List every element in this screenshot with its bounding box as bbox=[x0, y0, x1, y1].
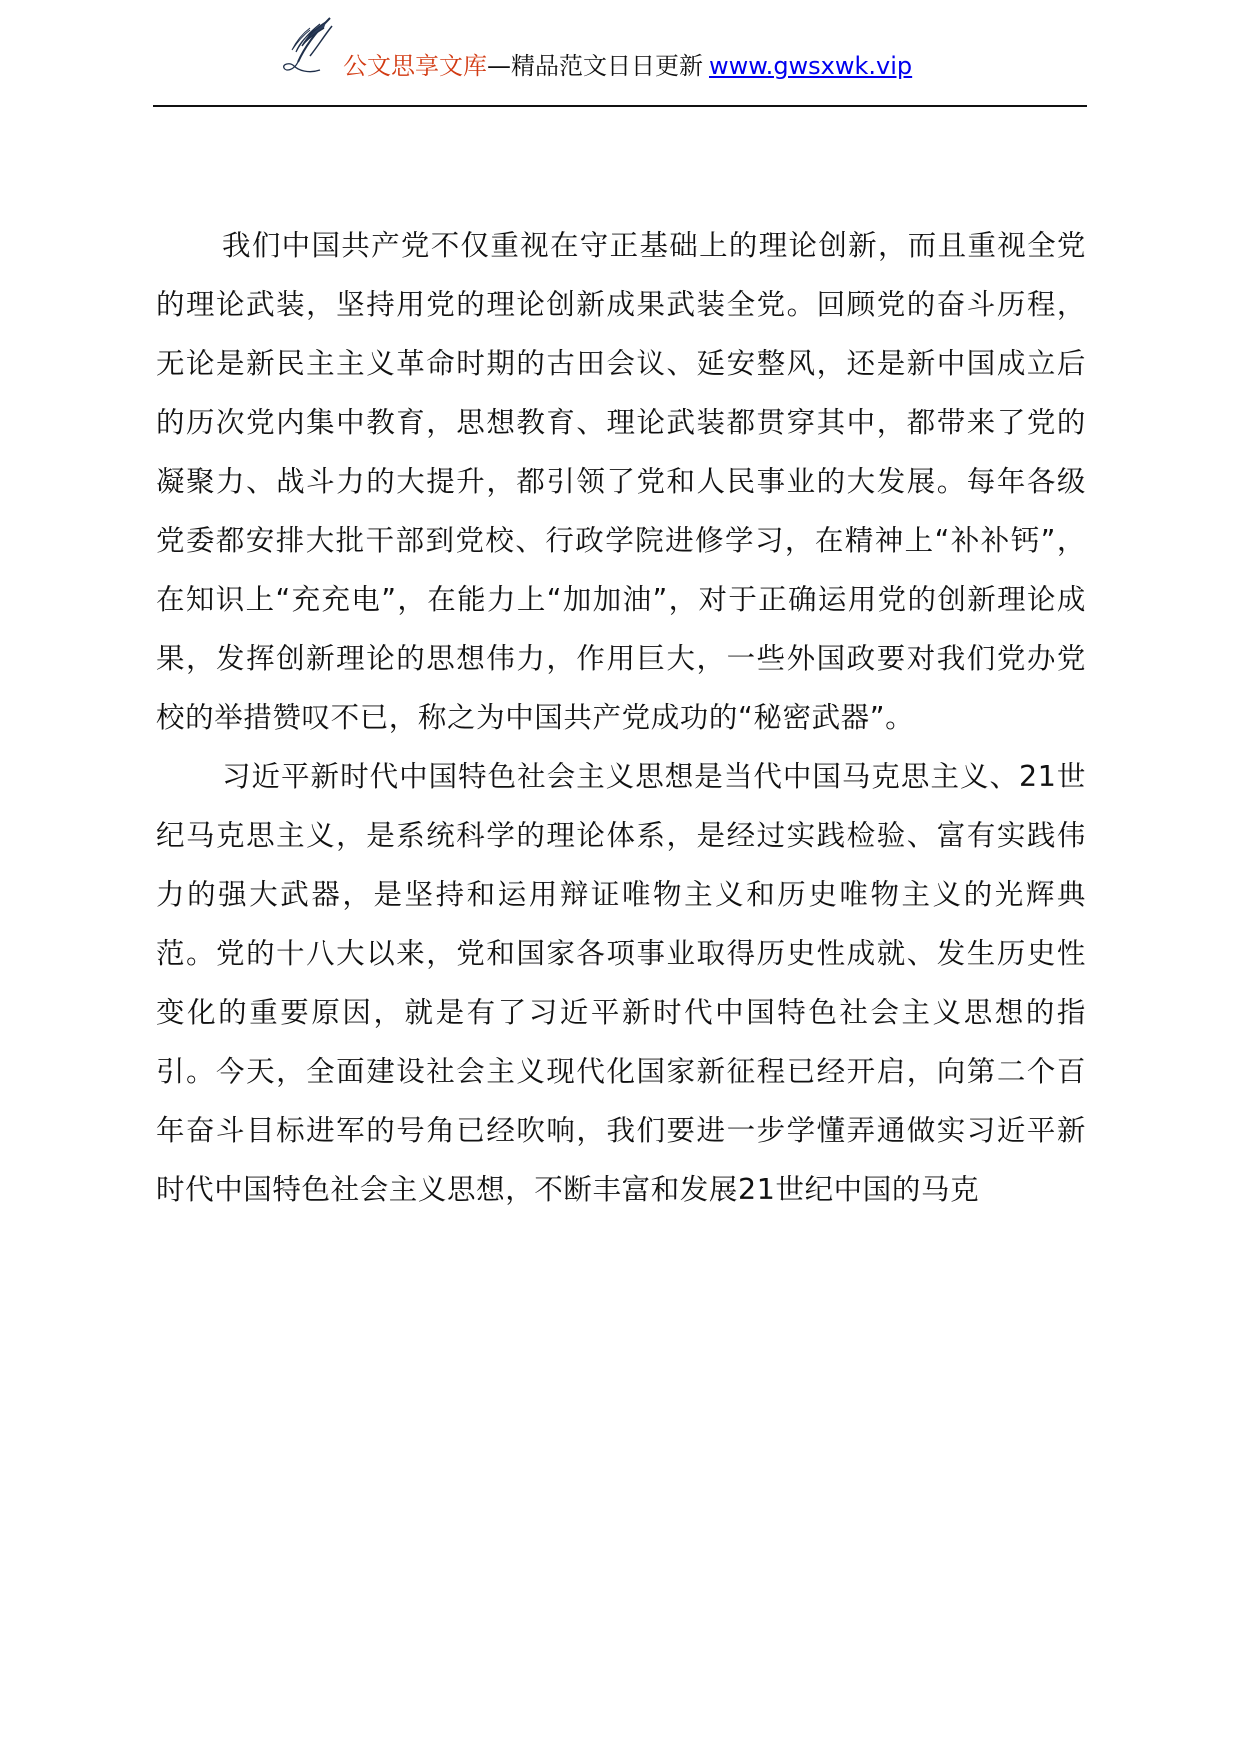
brand-name: 公文思享文库 bbox=[343, 52, 487, 80]
document-body bbox=[156, 216, 1086, 1219]
paragraph: 习近平新时代中国特色社会主义思想是当代中国马克思主义、21世纪马克思主义，是系统科学的理论体系，是经过实践检验、富有实践伟力的强大武器，是坚持和运用辩证唯物主义和历史唯物主义的光辉典范。党的十八大以来，党和国家各项事业取得历史性成就、发生历史性变化的重要原因，就是有了习近平新时代中国特色社会主义思想的指引。今天，全面建设社会主义现代化国家新征程已经开启，向第二个百年奋斗目标进军的号角已经吹响，我们要进一步学懂弄通做实习近平新时代中国特色社会主义思想，不断丰富和发展21世纪中国的马克 bbox=[156, 760, 1086, 1206]
header-banner bbox=[343, 50, 912, 82]
slogan: —精品范文日日更新 bbox=[487, 52, 703, 80]
page-header bbox=[0, 0, 1240, 108]
site-link[interactable]: www.gwsxwk.vip bbox=[709, 52, 913, 80]
quill-pen-icon bbox=[280, 16, 338, 80]
header-divider bbox=[153, 105, 1087, 107]
paragraph: 我们中国共产党不仅重视在守正基础上的理论创新，而且重视全党的理论武装，坚持用党的理论创新成果武装全党。回顾党的奋斗历程，无论是新民主主义革命时期的古田会议、延安整风，还是新中国成立后的历次党内集中教育，思想教育、理论武装都贯穿其中，都带来了党的凝聚力、战斗力的大提升，都引领了党和人民事业的大发展。每年各级党委都安排大批干部到党校、行政学院进修学习，在精神上“补补钙”，在知识上“充充电”，在能力上“加加油”，对于正确运用党的创新理论成果，发挥创新理论的思想伟力，作用巨大，一些外国政要对我们党办党校的举措赞叹不已，称之为中国共产党成功的“秘密武器”。 bbox=[156, 229, 1086, 734]
